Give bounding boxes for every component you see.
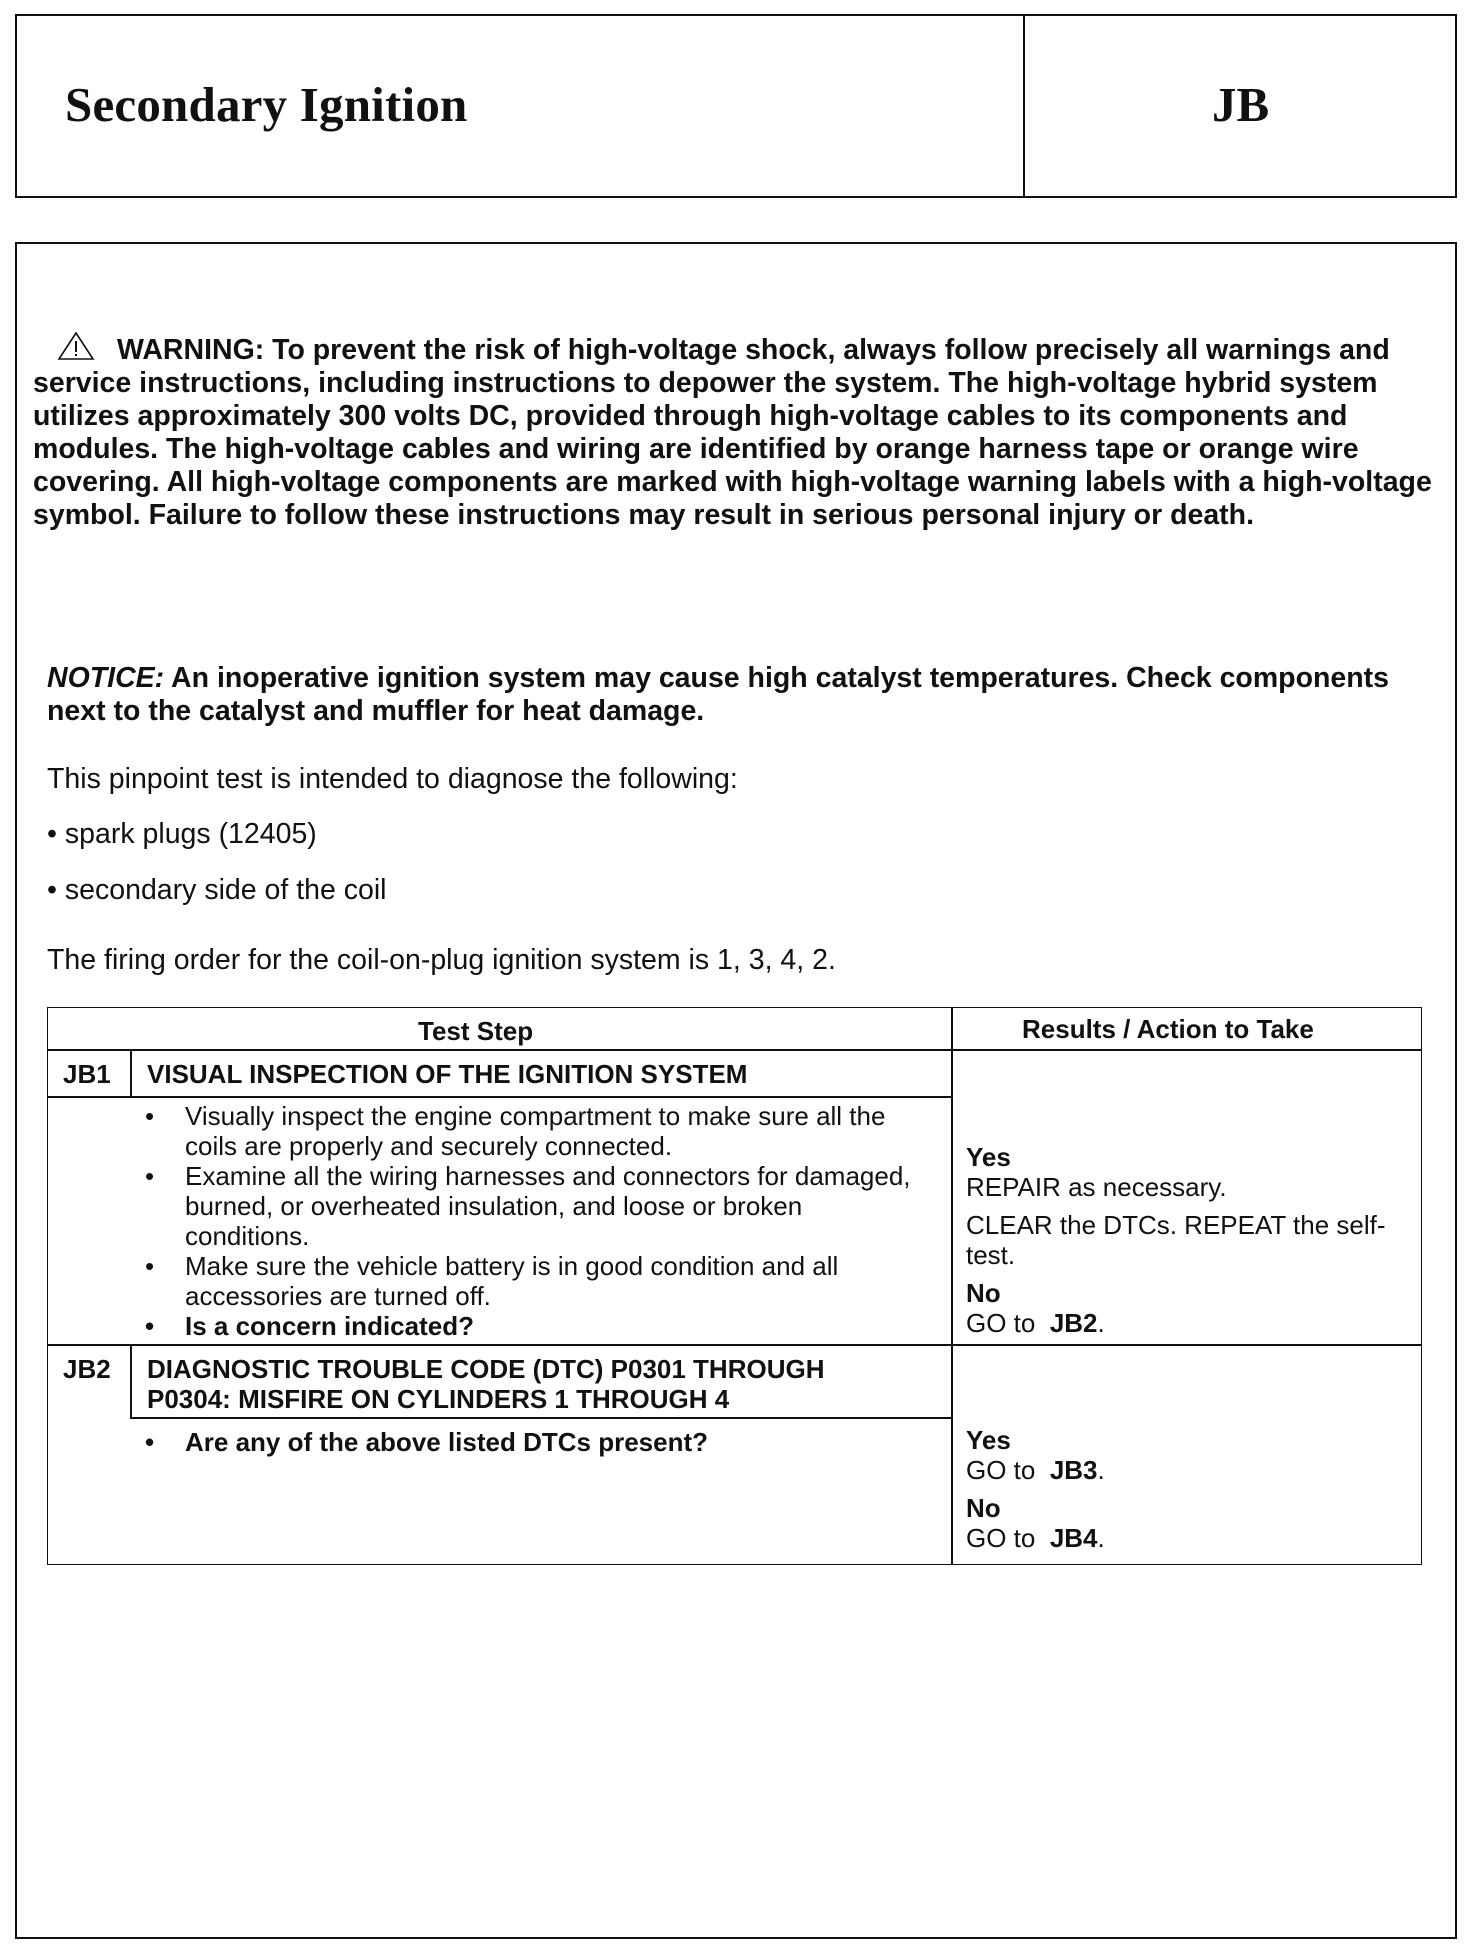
step-bullets [135, 1101, 925, 1341]
column-header-results: Results / Action to Take [1022, 1014, 1314, 1044]
section-code: JB [1212, 77, 1270, 132]
goto-link[interactable]: JB4 [1049, 1523, 1098, 1553]
result-yes-label: Yes [966, 1142, 1011, 1172]
result-no-label: No [966, 1278, 1001, 1308]
intro-text: This pinpoint test is intended to diagnose the following: [47, 763, 738, 795]
firing-order-text: The firing order for the coil-on-plug ignition system is 1, 3, 4, 2. [47, 944, 836, 976]
result-yes-action: GO to JB3. [966, 1455, 1105, 1485]
list-item: • Visually inspect the engine compartment to make sure all the coils are properly and securely connected. [135, 1101, 925, 1161]
column-header-test-step: Test Step [418, 1016, 534, 1046]
result-no-action: GO to JB4. [966, 1523, 1105, 1553]
column-divider [951, 1008, 953, 1564]
list-item: • Is a concern indicated? [135, 1311, 925, 1341]
step-id: JB1 [63, 1059, 111, 1089]
id-cell-divider [130, 1344, 132, 1417]
header-divider [1023, 16, 1025, 196]
title-rule [130, 1417, 951, 1419]
goto-link[interactable]: JB2 [1049, 1308, 1098, 1338]
diagnose-item: • spark plugs (12405) [47, 818, 317, 850]
notice-block [47, 662, 1437, 728]
notice-label: NOTICE: [47, 662, 165, 694]
result-no-label: No [966, 1493, 1001, 1523]
title-rule [48, 1096, 951, 1098]
diagnose-item: • secondary side of the coil [47, 874, 387, 906]
notice-text: An inoperative ignition system may cause high catalyst temperatures. Check components next to the catalyst and muffler for heat damage. [47, 662, 1389, 727]
page-header [15, 14, 1457, 198]
step-id: JB2 [63, 1354, 111, 1384]
warning-text: WARNING: To prevent the risk of high-voltage shock, always follow precisely all warnings and service instructions, including instructions to depower the system. The high-voltage hybrid system utilizes approximately 300 volts DC, provided through high-voltage cables to its components and modules. The high-voltage cables and wiring are identified by orange harness tape or orange wire covering. All high-voltage components are marked with high-voltage warning labels with a high-voltage symbol. Failure to follow these instructions may result in serious personal injury or death. [33, 334, 1432, 531]
warning-block [33, 331, 1433, 532]
page-title: Secondary Ignition [65, 77, 468, 132]
list-item: • Examine all the wiring harnesses and connectors for damaged, burned, or overheated insulation, and loose or broken conditions. [135, 1161, 925, 1251]
step-title: DIAGNOSTIC TROUBLE CODE (DTC) P0301 THROUGH P0304: MISFIRE ON CYLINDERS 1 THROUGH 4 [147, 1354, 825, 1414]
row-separator [48, 1344, 1421, 1346]
goto-link[interactable]: JB3 [1049, 1455, 1098, 1485]
list-item: • Are any of the above listed DTCs present? [135, 1427, 925, 1457]
result-yes-action: REPAIR as necessary. [966, 1172, 1227, 1202]
step-title: VISUAL INSPECTION OF THE IGNITION SYSTEM [147, 1059, 748, 1089]
step-results [966, 1142, 1396, 1338]
result-yes-label: Yes [966, 1425, 1011, 1455]
warning-triangle-icon [57, 331, 95, 361]
step-bullets [135, 1427, 925, 1457]
id-cell-divider [130, 1049, 132, 1096]
header-rule [48, 1049, 1421, 1051]
step-results [966, 1425, 1396, 1553]
result-yes-action: CLEAR the DTCs. REPEAT the self-test. [966, 1210, 1386, 1270]
result-no-action: GO to JB2. [966, 1308, 1105, 1338]
list-item: • Make sure the vehicle battery is in good condition and all accessories are turned off. [135, 1251, 925, 1311]
